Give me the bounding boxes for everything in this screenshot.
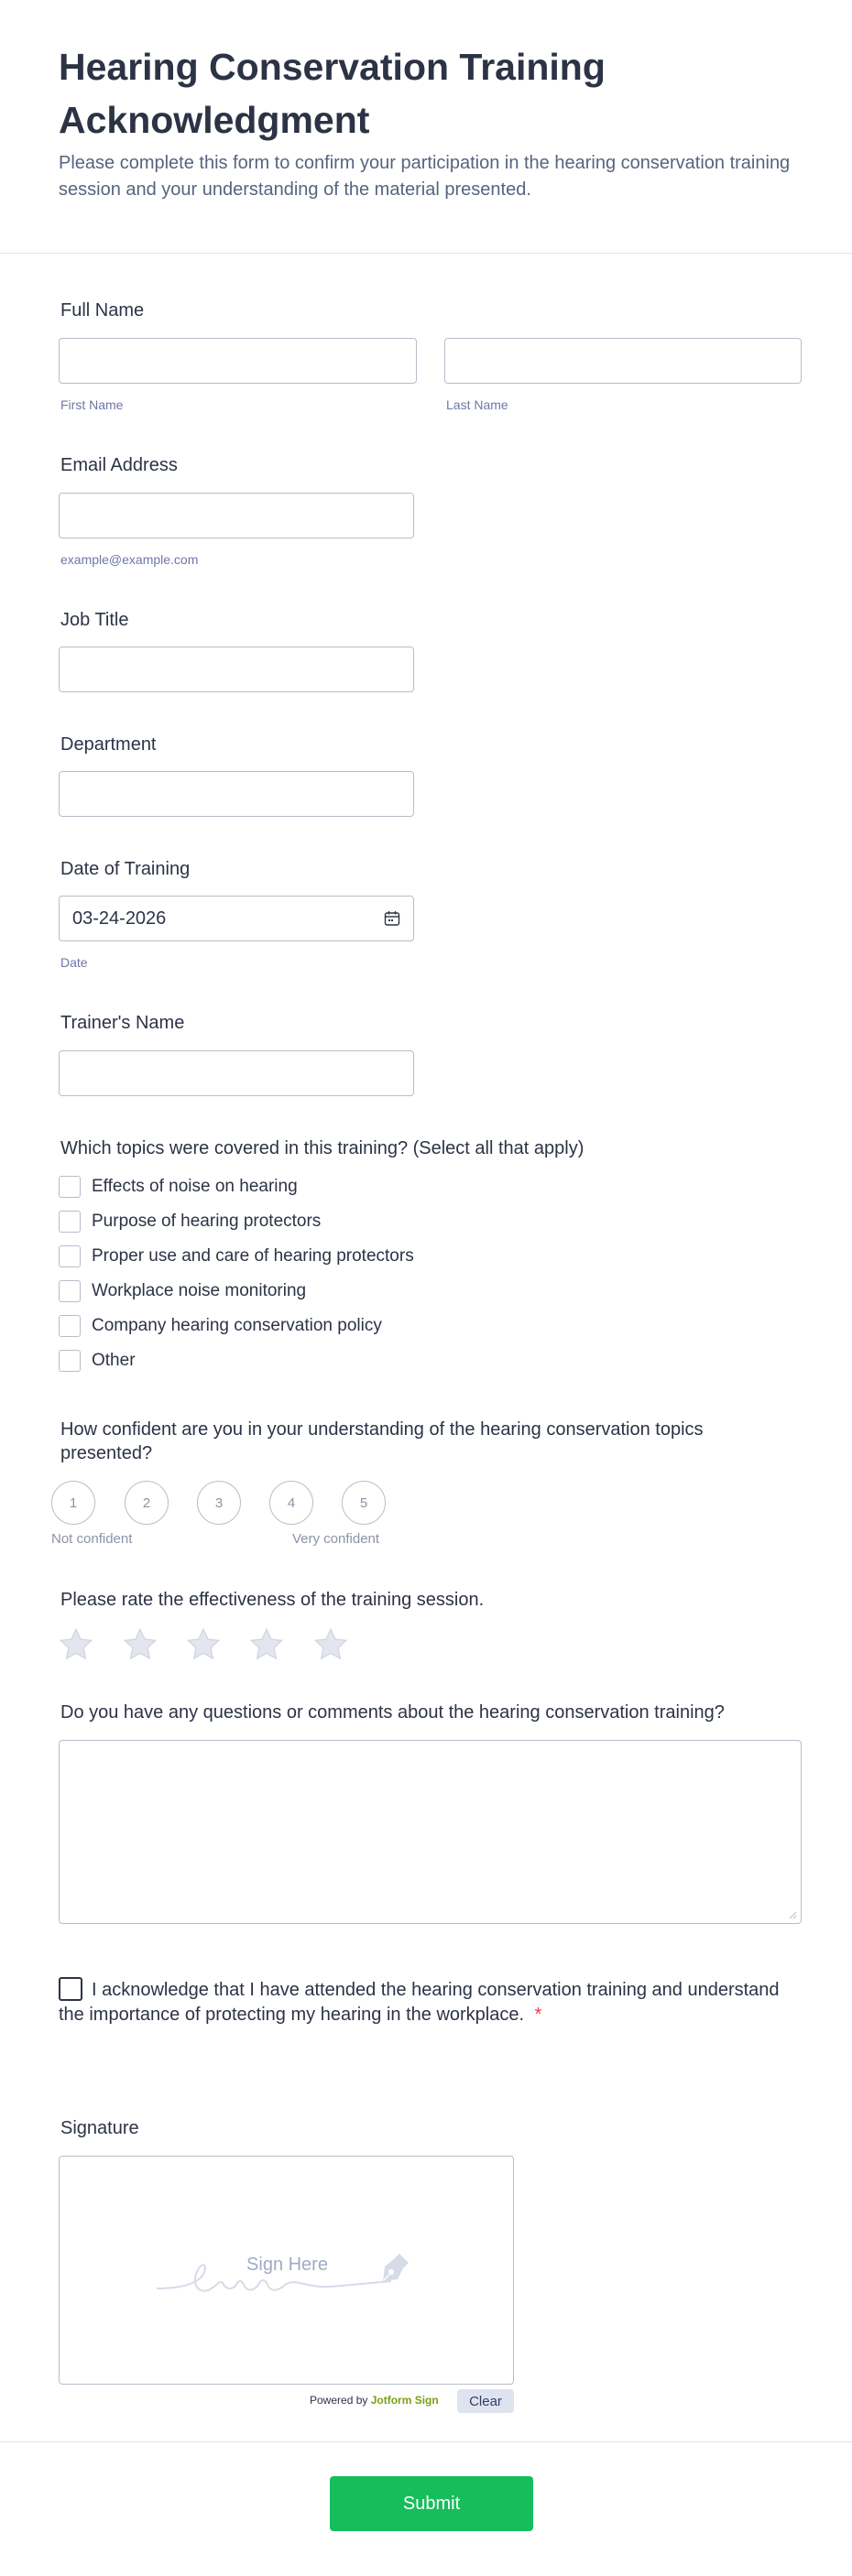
job-title-label: Job Title [60,610,129,630]
scale-option-2[interactable]: 2 [125,1481,169,1525]
last-name-input[interactable] [444,338,802,384]
star-icon[interactable] [247,1625,286,1664]
pen-nib-icon [376,2248,414,2287]
training-date-value: 03-24-2026 [72,908,167,929]
scale-low-label: Not confident [51,1531,133,1547]
training-date-input[interactable] [59,896,414,941]
department-label: Department [60,734,157,755]
topic-option-other[interactable] [59,1343,414,1378]
topics-label: Which topics were covered in this training? (Select all that apply) [60,1138,584,1158]
calendar-icon[interactable] [384,910,400,927]
first-name-input[interactable] [59,338,417,384]
trainer-input[interactable] [59,1050,414,1096]
topic-option-noise-effects[interactable] [59,1169,414,1204]
training-date-label: Date of Training [60,859,191,879]
checkbox[interactable] [59,1245,81,1267]
topic-option-label: Purpose of hearing protectors [92,1212,322,1231]
topic-option-label: Other [92,1351,136,1370]
scale-option-5[interactable]: 5 [342,1481,386,1525]
job-title-input[interactable] [59,647,414,692]
effectiveness-label: Please rate the effectiveness of the training session. [60,1590,485,1610]
acknowledgment-text: I acknowledge that I have attended the hearing conservation training and understand the importance of protecting my hearing in the workplace. [59,1980,780,2025]
topic-option-noise-monitoring[interactable] [59,1274,414,1309]
topic-option-label: Company hearing conservation policy [92,1316,382,1335]
acknowledgment-field [59,1977,803,2027]
signature-label: Signature [60,2118,139,2138]
resize-handle-icon[interactable] [788,1910,797,1919]
powered-by-text: Powered by [310,2394,368,2407]
form-header [0,0,852,254]
scale-option-1[interactable]: 1 [51,1481,95,1525]
trainer-label: Trainer's Name [60,1013,185,1033]
star-icon[interactable] [121,1625,159,1664]
acknowledgment-checkbox[interactable] [59,1977,82,2001]
form-title: Hearing Conservation Training Acknowledgment [59,46,606,141]
topic-option-label: Effects of noise on hearing [92,1177,298,1196]
first-name-sublabel: First Name [60,397,124,412]
footer-divider [0,2441,852,2442]
checkbox[interactable] [59,1176,81,1198]
last-name-sublabel: Last Name [446,397,508,412]
star-icon[interactable] [184,1625,223,1664]
topic-option-protector-care[interactable] [59,1239,414,1274]
department-input[interactable] [59,771,414,817]
star-rating [57,1625,387,1666]
signature-placeholder: Sign Here [246,2255,328,2275]
scale-option-3[interactable]: 3 [197,1481,241,1525]
checkbox[interactable] [59,1211,81,1233]
comments-textarea[interactable] [59,1740,802,1924]
scale-option-4[interactable]: 4 [269,1481,313,1525]
star-icon[interactable] [57,1625,95,1664]
full-name-label: Full Name [60,300,145,321]
scale-high-label: Very confident [292,1531,380,1547]
star-icon[interactable] [311,1625,350,1664]
powered-by [310,2394,439,2407]
comments-label: Do you have any questions or comments about the hearing conservation training? [60,1702,725,1723]
jotform-sign-link[interactable]: Jotform Sign [370,2394,439,2407]
training-date-sublabel: Date [60,955,88,970]
required-mark: * [534,2005,542,2025]
confidence-label: How confident are you in your understanding of the hearing conservation topics presented? [60,1419,704,1463]
clear-signature-button[interactable]: Clear [457,2389,514,2413]
email-label: Email Address [60,455,178,475]
topics-checkbox-list [59,1169,414,1378]
submit-button[interactable]: Submit [330,2476,533,2531]
topic-option-label: Proper use and care of hearing protectors [92,1246,414,1266]
email-input[interactable] [59,493,414,538]
email-sublabel: example@example.com [60,552,199,567]
checkbox[interactable] [59,1280,81,1302]
topic-option-label: Workplace noise monitoring [92,1281,307,1300]
form-subtitle: Please complete this form to confirm your participation in the hearing conservation training session and your understanding of the material presented. [59,153,791,200]
signature-pad[interactable] [59,2156,514,2385]
topic-option-protector-purpose[interactable] [59,1204,414,1239]
checkbox[interactable] [59,1350,81,1372]
topic-option-company-policy[interactable] [59,1309,414,1343]
checkbox[interactable] [59,1315,81,1337]
